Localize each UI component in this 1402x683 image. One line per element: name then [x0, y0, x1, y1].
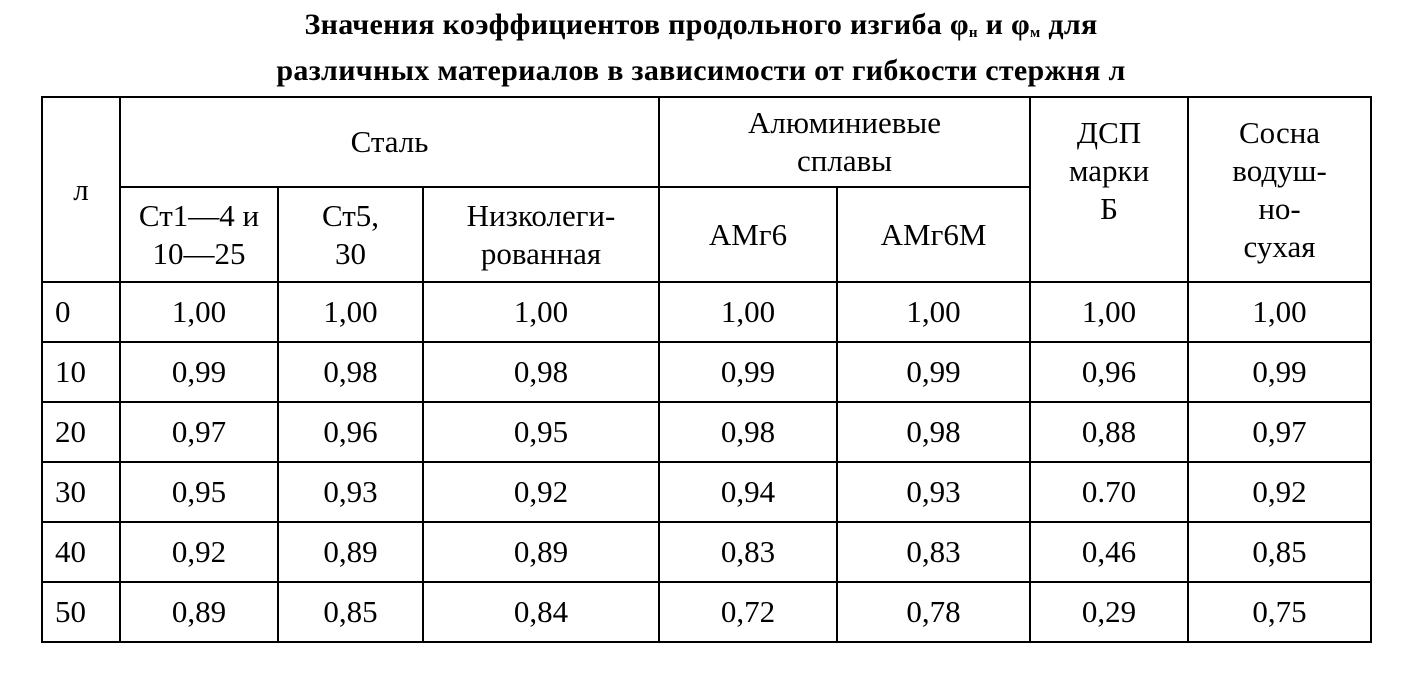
header-dsp-line-3: Б [1100, 191, 1118, 226]
value-cell: 0,98 [659, 402, 837, 462]
header-row-1 [42, 97, 1371, 187]
table-row [42, 582, 1371, 642]
coefficients-table [41, 96, 1372, 643]
header-dsp-line-2: марки [1068, 153, 1150, 188]
value-cell: 0,29 [1030, 582, 1188, 642]
value-cell: 0,83 [659, 522, 837, 582]
value-cell: 1,00 [659, 282, 837, 342]
lambda-cell: 20 [42, 402, 120, 462]
header-st1 [120, 187, 278, 282]
header-lowalloy [423, 187, 659, 282]
value-cell: 0,89 [278, 522, 423, 582]
value-cell: 0,99 [837, 342, 1030, 402]
value-cell: 0,98 [278, 342, 423, 402]
header-pine-line-1: Сосна [1239, 114, 1321, 150]
value-cell: 0,95 [423, 402, 659, 462]
value-cell: 0,98 [837, 402, 1030, 462]
header-st1-line-2: 10—25 [152, 235, 246, 271]
value-cell: 0,93 [278, 462, 423, 522]
title-line-2: различных материалов в зависимости от гибкости стержня л [276, 54, 1126, 87]
table-row [42, 402, 1371, 462]
header-aluminum-line-1: Алюминиевые [748, 105, 942, 140]
value-cell: 0,99 [120, 342, 278, 402]
value-cell: 1,00 [423, 282, 659, 342]
value-cell: 0,85 [1188, 522, 1371, 582]
value-cell: 0.70 [1030, 462, 1188, 522]
value-cell: 0,92 [1188, 462, 1371, 522]
title-subscript-n: н [968, 25, 978, 41]
value-cell: 0,95 [120, 462, 278, 522]
value-cell: 0,88 [1030, 402, 1188, 462]
value-cell: 0,75 [1188, 582, 1371, 642]
lambda-cell: 40 [42, 522, 120, 582]
header-amg6: АМг6 [659, 187, 837, 282]
header-dsp-line-1: ДСП [1076, 115, 1142, 150]
header-st5 [278, 187, 423, 282]
lambda-cell: 10 [42, 342, 120, 402]
header-aluminum-line-2: сплавы [797, 143, 893, 178]
lambda-cell: 30 [42, 462, 120, 522]
title-text-prefix: Значения коэффициентов продольного изгиба φ [304, 8, 969, 41]
value-cell: 0,89 [423, 522, 659, 582]
value-cell: 0,98 [423, 342, 659, 402]
lambda-cell: 50 [42, 582, 120, 642]
value-cell: 1,00 [120, 282, 278, 342]
value-cell: 0,97 [1188, 402, 1371, 462]
header-pine-line-4: сухая [1243, 228, 1316, 264]
value-cell: 0,84 [423, 582, 659, 642]
value-cell: 0,96 [278, 402, 423, 462]
value-cell: 1,00 [1030, 282, 1188, 342]
value-cell: 0,94 [659, 462, 837, 522]
value-cell: 0,78 [837, 582, 1030, 642]
value-cell: 0,46 [1030, 522, 1188, 582]
title-text-suffix: для [1040, 8, 1098, 41]
value-cell: 0,85 [278, 582, 423, 642]
header-st5-line-1: Ст5, [321, 197, 380, 233]
value-cell: 0,93 [837, 462, 1030, 522]
value-cell: 0,99 [1188, 342, 1371, 402]
header-pine-line-3: но- [1258, 190, 1301, 226]
header-pine [1188, 97, 1371, 282]
value-cell: 0,89 [120, 582, 278, 642]
table-row [42, 282, 1371, 342]
table-title [0, 6, 1402, 90]
value-cell: 0,72 [659, 582, 837, 642]
header-dsp [1030, 97, 1188, 282]
value-cell: 0,92 [120, 522, 278, 582]
lambda-cell: 0 [42, 282, 120, 342]
title-subscript-m: м [1030, 25, 1041, 41]
title-text-mid: и φ [977, 8, 1031, 41]
value-cell: 1,00 [837, 282, 1030, 342]
table-row [42, 342, 1371, 402]
value-cell: 0,96 [1030, 342, 1188, 402]
value-cell: 1,00 [278, 282, 423, 342]
value-cell: 0,99 [659, 342, 837, 402]
value-cell: 0,97 [120, 402, 278, 462]
header-lowalloy-line-2: рованная [480, 235, 602, 271]
header-steel: Сталь [120, 97, 659, 187]
header-aluminum [659, 97, 1030, 187]
header-st5-line-2: 30 [335, 235, 366, 271]
header-pine-line-2: водуш- [1232, 152, 1327, 188]
value-cell: 0,92 [423, 462, 659, 522]
header-lowalloy-line-1: Низколеги- [466, 197, 616, 233]
value-cell: 1,00 [1188, 282, 1371, 342]
table-row [42, 522, 1371, 582]
value-cell: 0,83 [837, 522, 1030, 582]
table-row [42, 462, 1371, 522]
title-line-1 [0, 6, 1402, 52]
header-lambda: л [42, 97, 120, 282]
header-amg6m: АМг6М [837, 187, 1030, 282]
header-st1-line-1: Ст1—4 и [138, 197, 260, 233]
